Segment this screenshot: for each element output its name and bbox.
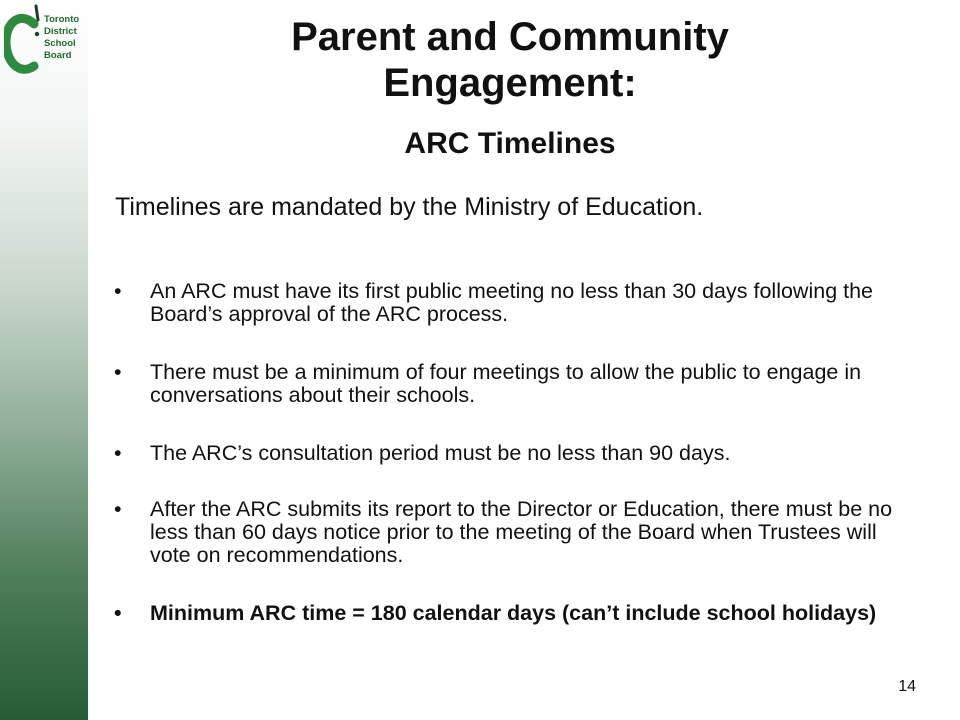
logo-line: Board xyxy=(44,50,72,61)
page-number: 14 xyxy=(898,678,916,695)
slide-title xyxy=(130,14,890,106)
list-item-emphasis xyxy=(114,602,914,625)
bullet-text: There must be a minimum of four meetings to allow the public to engage in conversations about their schools. xyxy=(150,360,862,407)
list-item xyxy=(114,442,914,465)
list-item xyxy=(114,361,914,407)
logo-line: District xyxy=(44,26,77,37)
bullet-text: An ARC must have its first public meeting no less than 30 days following the Board’s approval of the ARC process. xyxy=(150,279,874,326)
bullet-icon: • xyxy=(114,279,122,303)
title-line-1: Parent and Community xyxy=(291,15,729,59)
bullet-icon: • xyxy=(114,497,122,521)
bullet-text: After the ARC submits its report to the Director or Education, there must be no less than 60 days notice prior to the meeting of the Board when Trustees will vote on recommendations. xyxy=(150,497,893,567)
bullet-list xyxy=(114,280,914,625)
apple-logo-icon xyxy=(4,4,44,80)
decorative-sidebar xyxy=(0,0,88,720)
title-line-2: Engagement: xyxy=(383,61,637,105)
slide-subtitle: ARC Timelines xyxy=(404,127,616,160)
logo-wordmark xyxy=(44,14,79,62)
bullet-icon: • xyxy=(114,441,122,465)
bullet-icon: • xyxy=(114,360,122,384)
logo-line: Toronto xyxy=(44,14,80,25)
list-item xyxy=(114,280,914,326)
bullet-text: The ARC’s consultation period must be no less than 90 days. xyxy=(150,441,731,465)
list-item xyxy=(114,498,914,567)
intro-text: Timelines are mandated by the Ministry of Education. xyxy=(115,193,704,221)
logo-line: School xyxy=(44,38,76,49)
bullet-icon: • xyxy=(114,601,122,625)
bullet-text: Minimum ARC time = 180 calendar days (can’t include school holidays) xyxy=(150,601,877,625)
tdsb-logo xyxy=(4,4,88,80)
